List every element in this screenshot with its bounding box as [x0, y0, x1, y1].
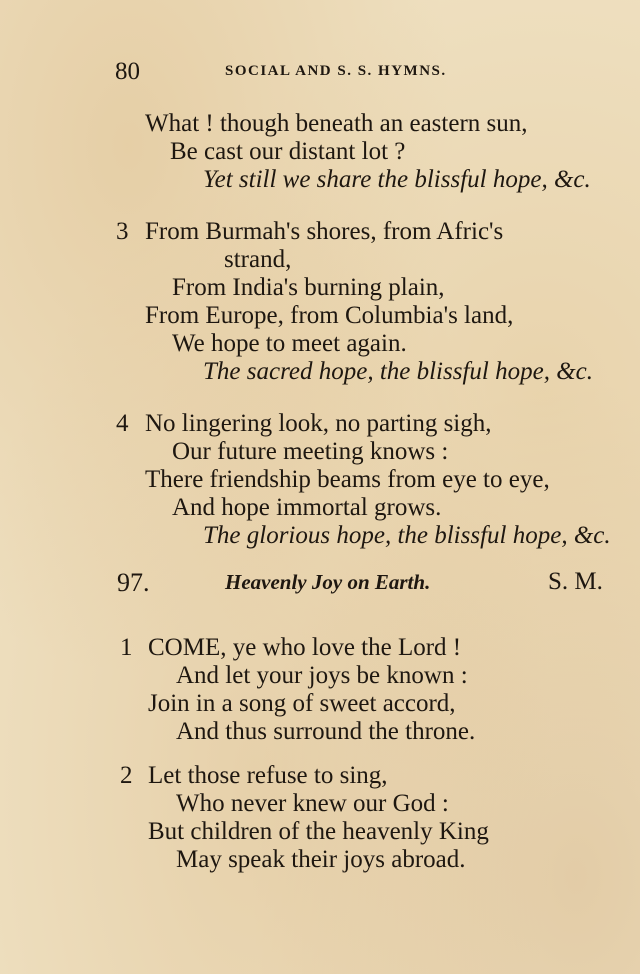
verse-line: Who never knew our God :	[176, 790, 449, 817]
verse-line: We hope to meet again.	[172, 330, 407, 357]
stanza-number: 4	[116, 410, 129, 437]
verse-line: Let those refuse to sing,	[148, 762, 388, 789]
hymn-number: 97.	[117, 568, 150, 597]
verse-line: Be cast our distant lot ?	[170, 138, 406, 165]
stanza-number: 1	[120, 634, 133, 661]
verse-line: And hope immortal grows.	[172, 494, 442, 521]
refrain-line: The sacred hope, the blissful hope, &c.	[203, 358, 593, 385]
hymn-title: Heavenly Joy on Earth.	[225, 570, 431, 594]
verse-line: From Europe, from Columbia's land,	[145, 302, 514, 329]
running-head	[0, 58, 640, 88]
verse-line: No lingering look, no parting sigh,	[145, 410, 492, 437]
stanza-number: 3	[116, 218, 129, 245]
verse-line: strand,	[224, 246, 292, 273]
verse-line: But children of the heavenly King	[148, 818, 489, 845]
refrain-line: Yet still we share the blissful hope, &c.	[203, 166, 591, 193]
page-number: 80	[115, 58, 140, 85]
verse-line: And let your joys be known :	[176, 662, 468, 689]
verse-line: There friendship beams from eye to eye,	[145, 466, 550, 493]
verse-line: Join in a song of sweet accord,	[148, 690, 456, 717]
running-head-title: SOCIAL AND S. S. HYMNS.	[225, 63, 447, 79]
verse-line: From India's burning plain,	[172, 274, 445, 301]
verse-line: Our future meeting knows :	[172, 438, 449, 465]
verse-line: What ! though beneath an eastern sun,	[145, 110, 528, 137]
refrain-line: The glorious hope, the blissful hope, &c.	[203, 522, 611, 549]
verse-line: From Burmah's shores, from Afric's	[145, 218, 504, 245]
verse-line: COME, ye who love the Lord !	[148, 634, 462, 661]
verse-line: May speak their joys abroad.	[176, 846, 466, 873]
stanza-number: 2	[120, 762, 133, 789]
hymn-meter: S. M.	[548, 568, 603, 595]
verse-line: And thus surround the throne.	[176, 718, 476, 745]
